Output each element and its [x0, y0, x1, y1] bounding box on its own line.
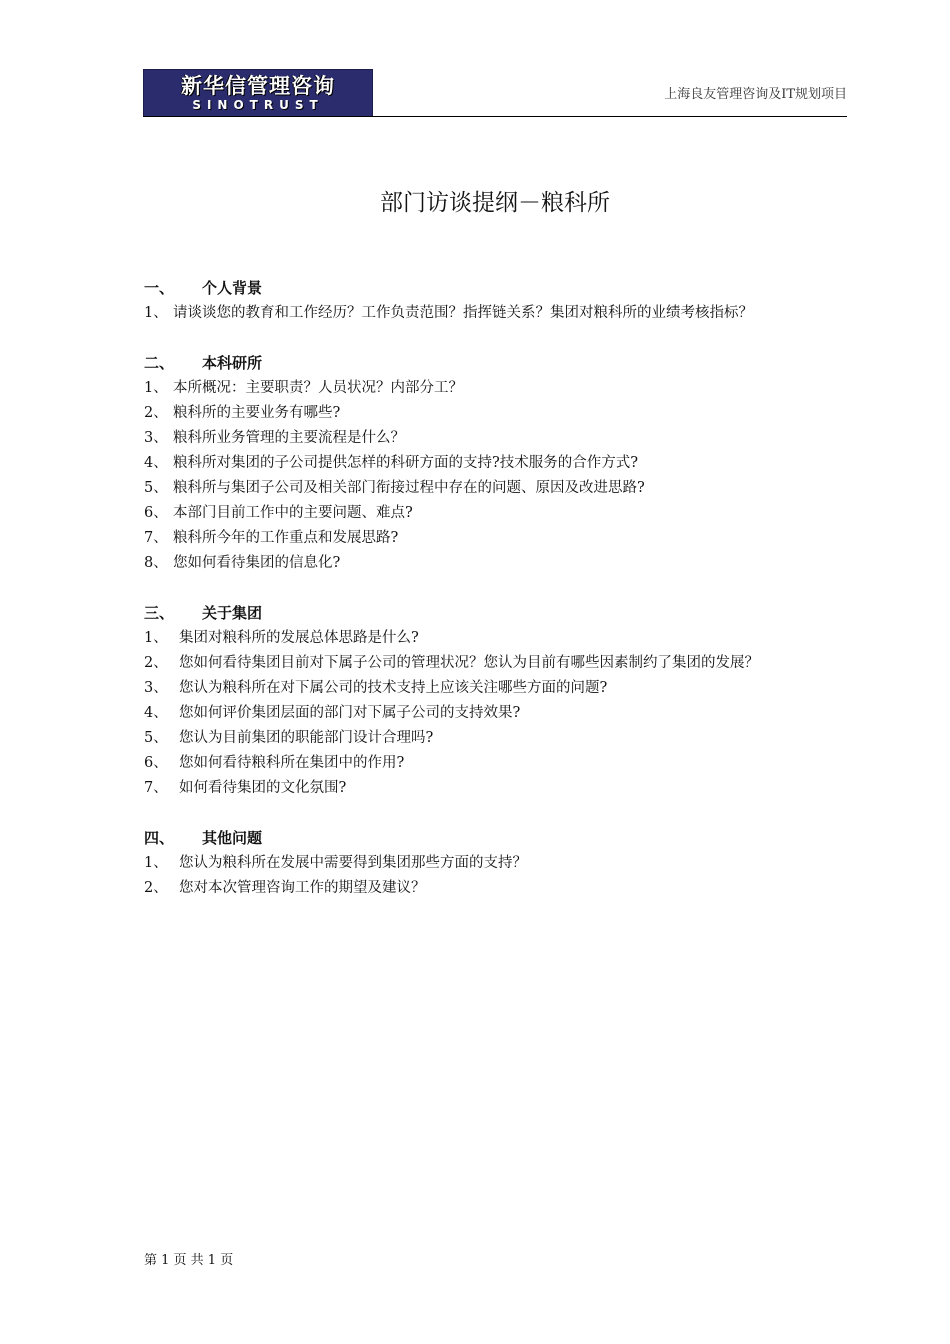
list-item	[144, 301, 849, 326]
item-number: 1、	[144, 305, 168, 321]
list-item	[144, 451, 849, 476]
list-item	[144, 701, 849, 726]
list-item	[144, 476, 849, 501]
item-number: 1、	[144, 630, 168, 646]
list-item	[144, 851, 849, 876]
item-text: 本部门目前工作中的主要问题、难点?	[173, 505, 413, 521]
item-number: 3、	[144, 680, 168, 696]
item-text: 您如何看待集团目前对下属子公司的管理状况？您认为目前有哪些因素制约了集团的发展？	[179, 655, 759, 671]
list-item	[144, 876, 849, 901]
section-number: 二、	[144, 354, 175, 372]
item-number: 6、	[144, 755, 168, 771]
list-item	[144, 751, 849, 776]
item-text: 粮科所的主要业务有哪些?	[173, 405, 341, 421]
item-text: 您如何评价集团层面的部门对下属子公司的支持效果?	[179, 705, 521, 721]
item-text: 粮科所对集团的子公司提供怎样的科研方面的支持?技术服务的合作方式?	[173, 455, 639, 471]
section-personal-background	[144, 276, 849, 326]
item-number: 2、	[144, 655, 168, 671]
page-footer: 第 1 页 共 1 页	[144, 1253, 234, 1268]
list-item	[144, 726, 849, 751]
section-title: 关于集团	[202, 604, 263, 622]
item-number: 5、	[144, 730, 168, 746]
item-number: 1、	[144, 855, 168, 871]
item-text: 您认为粮科所在发展中需要得到集团那些方面的支持？	[179, 855, 527, 871]
item-number: 4、	[144, 705, 168, 721]
section-number: 三、	[144, 604, 175, 622]
document-body	[144, 276, 849, 926]
logo-text: 新华信管理咨询	[181, 73, 335, 98]
section-title: 个人背景	[202, 279, 263, 297]
header-divider	[143, 116, 847, 117]
list-item	[144, 501, 849, 526]
list-item	[144, 376, 849, 401]
section-heading	[144, 826, 849, 851]
section-title: 本科研所	[202, 354, 263, 372]
company-logo	[143, 69, 373, 117]
list-item	[144, 426, 849, 451]
section-number: 一、	[144, 279, 175, 297]
section-heading	[144, 601, 849, 626]
item-text: 如何看待集团的文化氛围?	[179, 780, 347, 796]
document-title: 部门访谈提纲－粮科所	[380, 190, 610, 216]
item-number: 8、	[144, 555, 168, 571]
item-text: 您认为粮科所在对下属公司的技术支持上应该关注哪些方面的问题?	[179, 680, 608, 696]
item-text: 您对本次管理咨询工作的期望及建议？	[179, 880, 426, 896]
item-text: 粮科所与集团子公司及相关部门衔接过程中存在的问题、原因及改进思路?	[173, 480, 645, 496]
item-text: 您如何看待集团的信息化?	[173, 555, 341, 571]
item-text: 您如何看待粮科所在集团中的作用?	[179, 755, 405, 771]
list-item	[144, 401, 849, 426]
section-number: 四、	[144, 829, 175, 847]
item-number: 1、	[144, 380, 168, 396]
list-item	[144, 776, 849, 801]
section-heading	[144, 276, 849, 301]
item-number: 2、	[144, 405, 168, 421]
item-text: 粮科所业务管理的主要流程是什么？	[173, 430, 405, 446]
section-about-group	[144, 601, 849, 801]
section-title: 其他问题	[202, 829, 263, 847]
item-text: 您认为目前集团的职能部门设计合理吗?	[179, 730, 434, 746]
item-text: 集团对粮科所的发展总体思路是什么?	[179, 630, 419, 646]
item-number: 3、	[144, 430, 168, 446]
list-item	[144, 651, 849, 676]
item-number: 6、	[144, 505, 168, 521]
section-research-institute	[144, 351, 849, 576]
list-item	[144, 551, 849, 576]
item-number: 7、	[144, 780, 168, 796]
item-number: 2、	[144, 880, 168, 896]
item-number: 7、	[144, 530, 168, 546]
list-item	[144, 626, 849, 651]
section-other-questions	[144, 826, 849, 901]
item-number: 5、	[144, 480, 168, 496]
project-name: 上海良友管理咨询及IT规划项目	[664, 87, 847, 102]
item-text: 请谈谈您的教育和工作经历？工作负责范围？指挥链关系？集团对粮科所的业绩考核指标？	[173, 305, 753, 321]
list-item	[144, 526, 849, 551]
item-number: 4、	[144, 455, 168, 471]
section-heading	[144, 351, 849, 376]
logo-subtext: SINOTRUST	[192, 97, 324, 112]
item-text: 粮科所今年的工作重点和发展思路?	[173, 530, 399, 546]
list-item	[144, 676, 849, 701]
item-text: 本所概况：主要职责？人员状况？内部分工？	[173, 380, 463, 396]
